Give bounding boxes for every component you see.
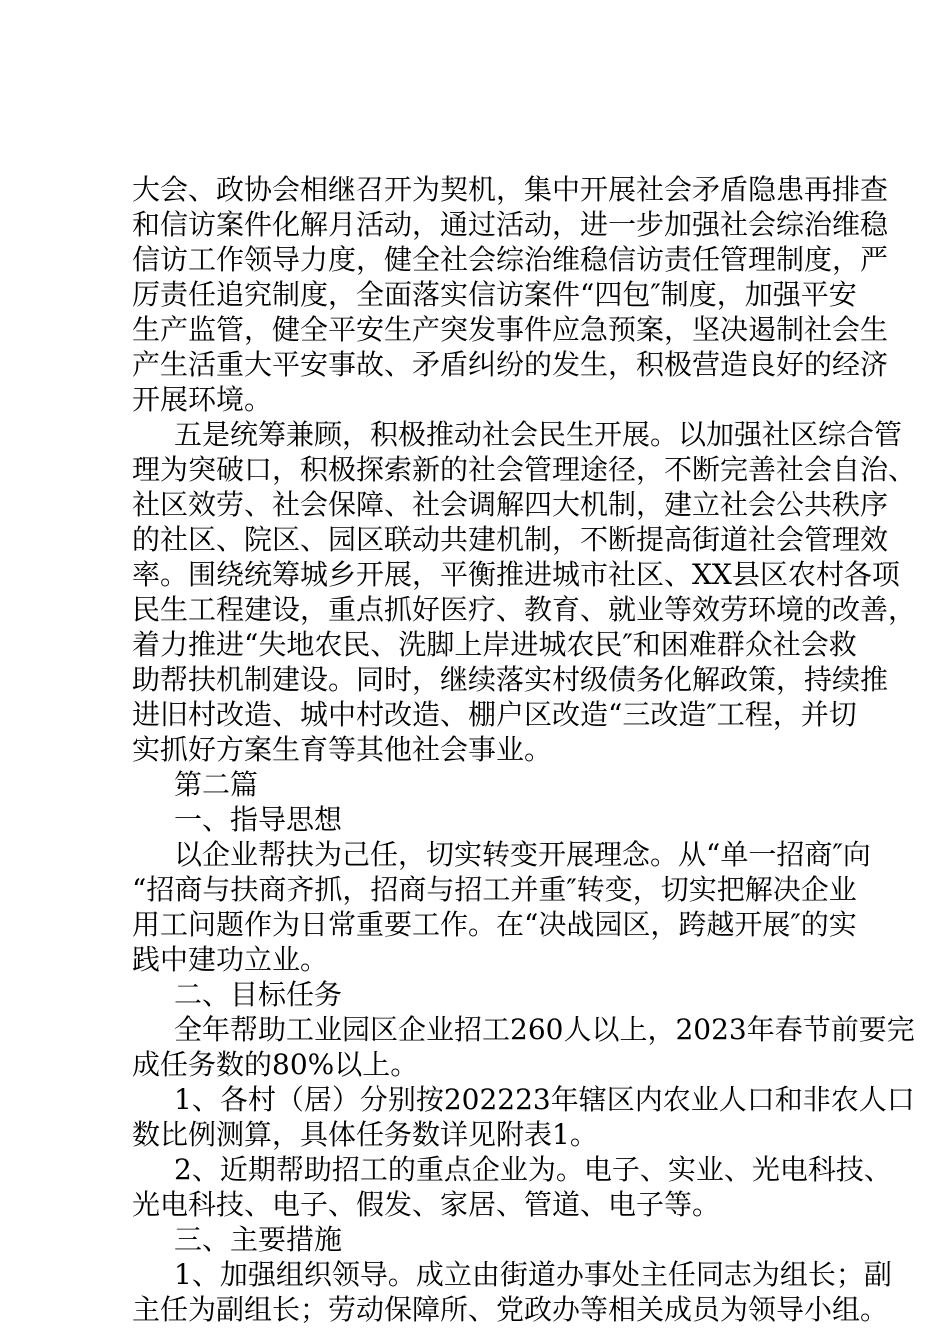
text-line: 产生活重大平安事故、矛盾纠纷的发生，积极营造良好的经济 xyxy=(132,348,889,381)
text-line: 一、指导思想 xyxy=(174,803,343,836)
text-line: 全年帮助工业园区企业招工260人以上，2023年春节前要完 xyxy=(174,1013,915,1046)
text-line: 践中建功立业。 xyxy=(132,943,329,976)
text-line: 开展环境。 xyxy=(132,383,273,416)
text-line: 进旧村改造、城中村改造、棚户区改造“三改造″工程，并切 xyxy=(132,698,857,731)
text-line: 生产监管，健全平安生产突发事件应急预案，坚决遏制社会生 xyxy=(132,313,889,346)
text-line: 以企业帮扶为己任，切实转变开展理念。从“单一招商″向 xyxy=(174,838,871,871)
document-page xyxy=(132,172,917,1327)
text-line: 二、目标任务 xyxy=(174,978,343,1011)
text-line: 数比例测算，具体任务数详见附表1。 xyxy=(132,1118,598,1151)
text-line: 民生工程建设，重点抓好医疗、教育、就业等效劳环境的改善， xyxy=(132,593,917,626)
text-line: 1、各村（居）分别按202223年辖区内农业人口和非农人口 xyxy=(174,1083,915,1116)
text-line: 成任务数的80%以上。 xyxy=(132,1048,419,1081)
text-line: 厉责任追究制度，全面落实信访案件“四包″制度，加强平安 xyxy=(132,278,857,311)
text-line: 信访工作领导力度，健全社会综治维稳信访责任管理制度，严 xyxy=(132,243,889,276)
text-line: 着力推进“失地农民、洗脚上岸进城农民″和困难群众社会救 xyxy=(132,628,857,661)
text-line: 2、近期帮助招工的重点企业为。电子、实业、光电科技、 xyxy=(174,1153,892,1186)
text-line: 三、主要措施 xyxy=(174,1223,343,1256)
text-line: 五是统筹兼顾，积极推动社会民生开展。以加强社区综合管 xyxy=(174,418,903,451)
text-line: 主任为副组长；劳动保障所、党政办等相关成员为领导小组。 xyxy=(132,1293,889,1326)
text-line: 实抓好方案生育等其他社会事业。 xyxy=(132,733,553,766)
text-line: 和信访案件化解月活动，通过活动，进一步加强社会综治维稳 xyxy=(132,208,889,241)
text-line: 用工问题作为日常重要工作。在“决战园区，跨越开展″的实 xyxy=(132,908,857,941)
text-line: 大会、政协会相继召开为契机，集中开展社会矛盾隐患再排查 xyxy=(132,173,889,206)
text-line: 的社区、院区、园区联动共建机制，不断提高街道社会管理效 xyxy=(132,523,889,556)
text-line: 理为突破口，积极探索新的社会管理途径，不断完善社会自治、 xyxy=(132,453,917,486)
text-line: 率。围绕统筹城乡开展，平衡推进城市社区、XX县区农村各项 xyxy=(132,558,900,591)
text-line: 社区效劳、社会保障、社会调解四大机制，建立社会公共秩序 xyxy=(132,488,889,521)
text-line: “招商与扶商齐抓，招商与招工并重″转变，切实把解决企业 xyxy=(132,873,857,906)
text-line: 1、加强组织领导。成立由街道办事处主任同志为组长；副 xyxy=(174,1258,892,1291)
text-line: 助帮扶机制建设。同时，继续落实村级债务化解政策，持续推 xyxy=(132,663,889,696)
text-line: 光电科技、电子、假发、家居、管道、电子等。 xyxy=(132,1188,721,1221)
text-line: 第二篇 xyxy=(174,768,259,801)
